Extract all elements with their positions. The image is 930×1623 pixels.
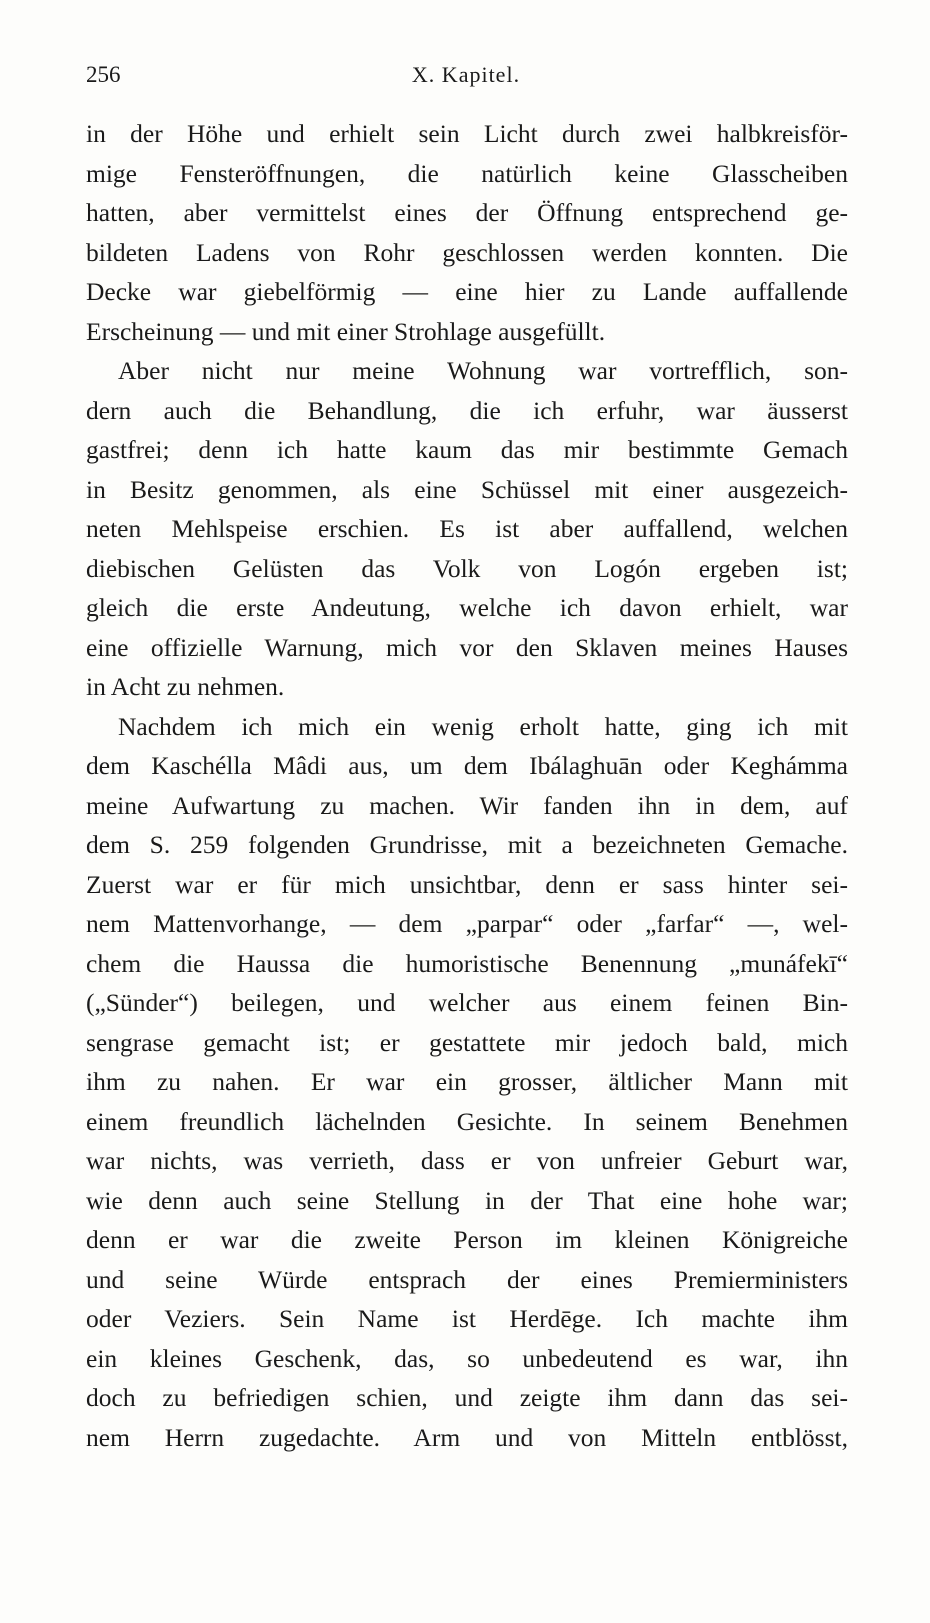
text-line: in der Höhe und erhielt sein Licht durch zwei halbkreisför- xyxy=(86,119,848,148)
running-head: X. Kapitel. xyxy=(411,62,521,87)
text-line: mige Fensteröffnungen, die natürlich keine Glasscheiben xyxy=(86,158,848,188)
text-line: Aber nicht nur meine Wohnung war vortrefflich, son- xyxy=(118,356,848,385)
text-line: oder Veziers. Sein Name ist Herdēge. Ich machte ihm xyxy=(86,1304,848,1333)
text-line: diebischen Gelüsten das Volk von Logón ergeben ist; xyxy=(86,553,848,583)
text-line: eine offizielle Warnung, mich vor den Sklaven meines Hauses xyxy=(86,632,848,662)
text-line: Zuerst war er für mich unsichtbar, denn er sass hinter sei- xyxy=(86,869,848,899)
text-line: und seine Würde entsprach der eines Premierministers xyxy=(86,1264,848,1294)
text-line: sengrase gemacht ist; er gestattete mir jedoch bald, mich xyxy=(86,1027,848,1057)
text-line: war nichts, was verrieth, dass er von unfreier Geburt war, xyxy=(86,1146,848,1175)
text-line: ein kleines Geschenk, das, so unbedeutend es war, ihn xyxy=(86,1343,848,1373)
text-line: Nachdem ich mich ein wenig erholt hatte, ging ich mit xyxy=(118,711,848,741)
text-line: gastfrei; denn ich hatte kaum das mir bestimmte Gemach xyxy=(86,435,848,464)
text-line: meine Aufwartung zu machen. Wir fanden ihn in dem, auf xyxy=(86,790,848,820)
text-line: denn er war die zweite Person im kleinen Königreiche xyxy=(86,1225,848,1254)
text-line: („Sünder“) beilegen, und welcher aus einem feinen Bin- xyxy=(86,988,848,1017)
text-line: ihm zu nahen. Er war ein grosser, ältlicher Mann mit xyxy=(86,1067,848,1096)
text-line: nem Herrn zugedachte. Arm und von Mitteln entblösst, xyxy=(86,1422,848,1452)
text-line: hatten, aber vermittelst eines der Öffnung entsprechend ge- xyxy=(86,198,848,227)
text-line: in Acht zu nehmen. xyxy=(86,672,285,701)
text-line: doch zu befriedigen schien, und zeigte ihm dann das sei- xyxy=(86,1383,848,1412)
body-text xyxy=(86,114,848,1457)
text-line: in Besitz genommen, als eine Schüssel mit einer ausgezeich- xyxy=(86,474,848,504)
paragraph xyxy=(86,114,848,351)
text-line: neten Mehlspeise erschien. Es ist aber auffallend, welchen xyxy=(86,514,848,543)
page-number: 256 xyxy=(86,62,121,87)
text-line: Decke war giebelförmig — eine hier zu Lande auffallende xyxy=(86,277,848,306)
text-line: einem freundlich lächelnden Gesichte. In seinem Benehmen xyxy=(86,1106,848,1136)
paragraph xyxy=(86,707,848,1458)
text-line: nem Mattenvorhange, — dem „parpar“ oder „farfar“ —, wel- xyxy=(86,909,848,938)
text-line: wie denn auch seine Stellung in der That eine hohe war; xyxy=(86,1185,848,1215)
text-line: dem Kaschélla Mâdi aus, um dem Ibálaghuān oder Keghámma xyxy=(86,751,848,780)
text-line: chem die Haussa die humoristische Benennung „munáfekī“ xyxy=(86,948,848,978)
paragraph xyxy=(86,351,848,707)
text-line: dem S. 259 folgenden Grundrisse, mit a bezeichneten Gemache. xyxy=(86,830,848,859)
text-line: gleich die erste Andeutung, welche ich davon erhielt, war xyxy=(86,593,848,622)
text-line: Erscheinung — und mit einer Strohlage ausgefüllt. xyxy=(86,316,606,346)
text-line: dern auch die Behandlung, die ich erfuhr, war äusserst xyxy=(86,395,848,425)
page-header xyxy=(86,62,846,98)
text-line: bildeten Ladens von Rohr geschlossen werden konnten. Die xyxy=(86,237,848,267)
